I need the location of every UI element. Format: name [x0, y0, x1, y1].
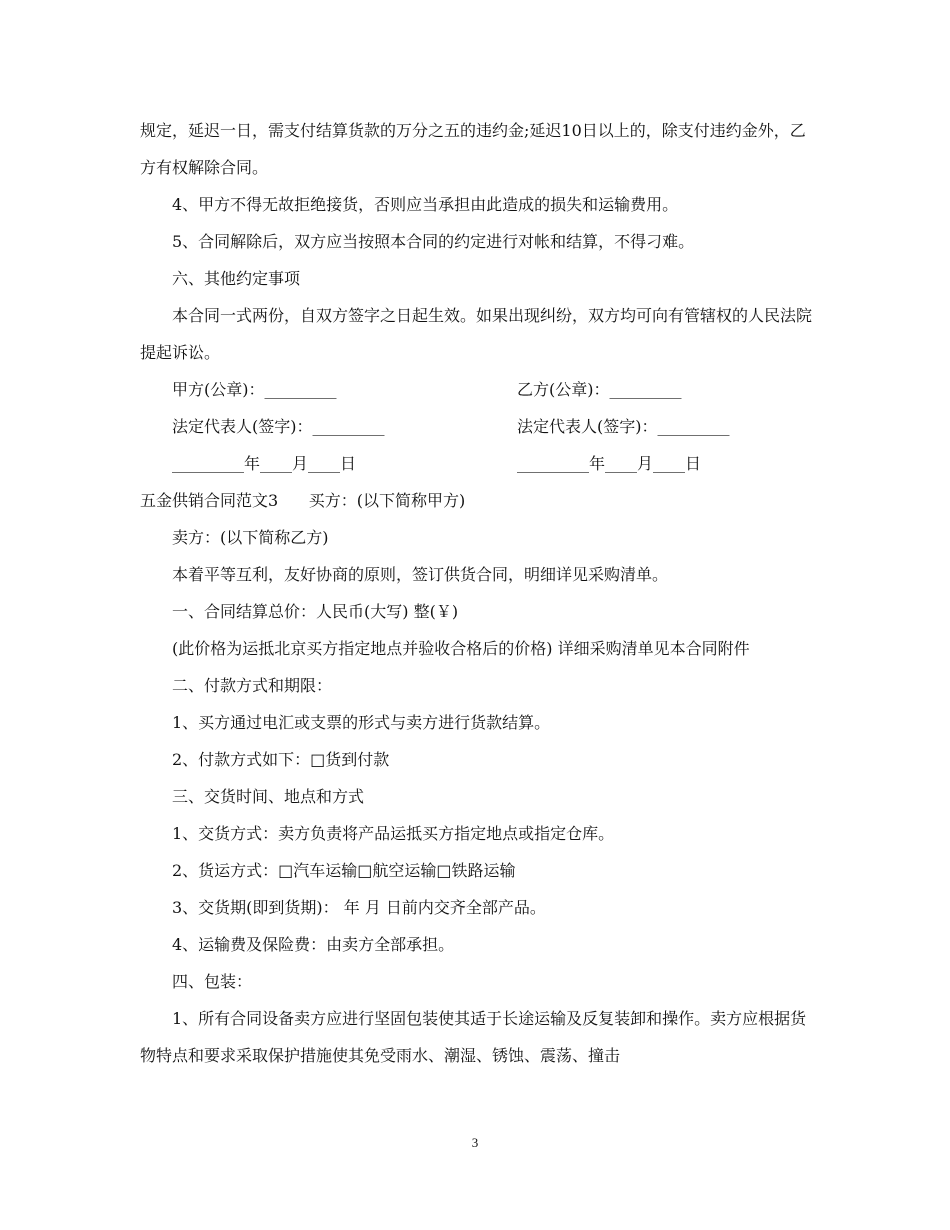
- heading-payment: 二、付款方式和期限：: [172, 676, 333, 695]
- signature-row-representative: [140, 408, 812, 445]
- section-heading-contract-3: 五金供销合同范文3 买方：(以下简称甲方): [140, 491, 466, 510]
- paragraph-packaging-1: 1、所有合同设备卖方应进行坚固包装使其适于长途运输及反复装卸和操作。卖方应根据货物特点和要求采取保护措施使其免受雨水、潮湿、锈蚀、震荡、撞击: [140, 1009, 807, 1065]
- paragraph-payment-2: 2、付款方式如下：□货到付款: [172, 750, 390, 769]
- party-b-date: _________年____月____日: [517, 454, 702, 473]
- party-a-seal: 甲方(公章)：_________: [172, 380, 337, 399]
- paragraph-clause-4: 4、甲方不得无故拒绝接货，否则应当承担由此造成的损失和运输费用。: [172, 195, 679, 214]
- paragraph-seller: 卖方：(以下简称乙方): [172, 528, 329, 547]
- page-number: 3: [471, 1135, 479, 1150]
- paragraph-delivery-1: 1、交货方式：卖方负责将产品运抵买方指定地点或指定仓库。: [172, 824, 615, 843]
- paragraph-delivery-3: 3、交货期(即到货期)： 年 月 日前内交齐全部产品。: [172, 898, 546, 917]
- paragraph-price-note: (此价格为运抵北京买方指定地点并验收合格后的价格) 详细采购清单见本合同附件: [172, 639, 750, 658]
- heading-packaging: 四、包装：: [172, 972, 253, 991]
- party-a-date: _________年____月____日: [172, 454, 357, 473]
- paragraph-delivery-2: 2、货运方式：□汽车运输□航空运输□铁路运输: [172, 861, 516, 880]
- party-b-representative: 法定代表人(签字)：_________: [517, 417, 730, 436]
- paragraph-principle: 本着平等互利，友好协商的原则，签订供货合同，明细详见采购清单。: [172, 565, 669, 584]
- heading-delivery: 三、交货时间、地点和方式: [172, 787, 365, 806]
- paragraph-effectiveness: 本合同一式两份，自双方签字之日起生效。如果出现纠纷，双方均可向有管辖权的人民法院提起诉讼。: [140, 306, 813, 362]
- party-a-representative: 法定代表人(签字)：_________: [172, 417, 385, 436]
- heading-total-price: 一、合同结算总价：人民币(大写) 整(￥): [172, 602, 459, 621]
- signature-row-date: [140, 445, 812, 482]
- paragraph-payment-1: 1、买方通过电汇或支票的形式与卖方进行货款结算。: [172, 713, 551, 732]
- document-body: [140, 112, 812, 1074]
- heading-other-terms: 六、其他约定事项: [172, 269, 301, 288]
- paragraph-clause-5: 5、合同解除后，双方应当按照本合同的约定进行对帐和结算，不得刁难。: [172, 232, 695, 251]
- party-b-seal: 乙方(公章)：_________: [517, 380, 682, 399]
- paragraph-penalty: 规定，延迟一日，需支付结算货款的万分之五的违约金;延迟10日以上的，除支付违约金外，乙方有权解除合同。: [140, 121, 806, 177]
- paragraph-delivery-4: 4、运输费及保险费：由卖方全部承担。: [172, 935, 455, 954]
- signature-row-seal: [140, 371, 812, 408]
